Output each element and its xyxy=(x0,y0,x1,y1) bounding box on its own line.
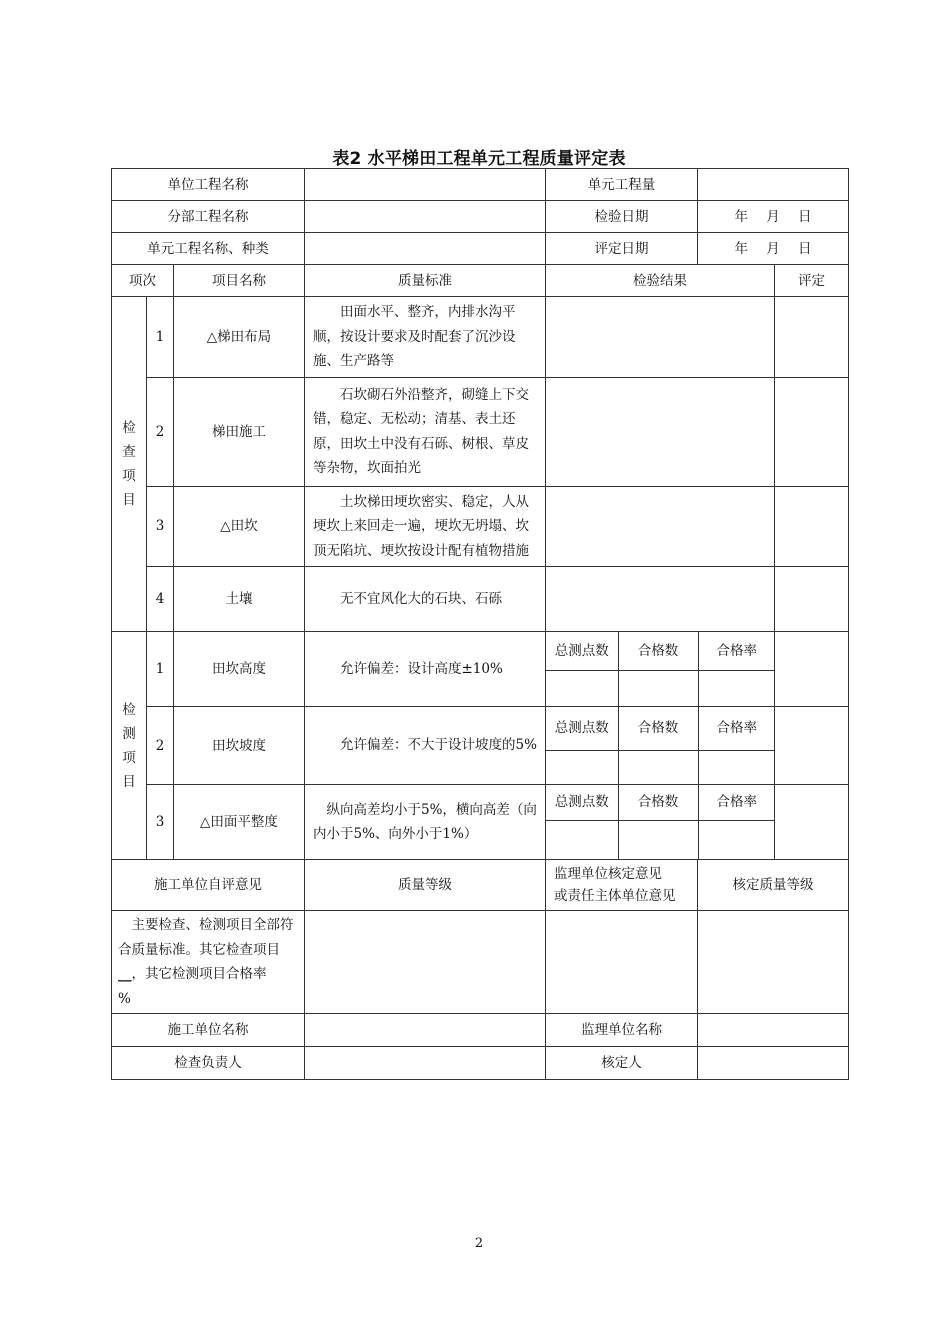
measure-result-grid xyxy=(546,785,775,859)
measure-item-name: 田坎高度 xyxy=(174,632,305,707)
qualified-rate-cell[interactable] xyxy=(698,750,775,784)
check-item-no: 4 xyxy=(147,567,174,632)
measure-label-char: 目 xyxy=(122,773,136,790)
self-eval-percent: % xyxy=(118,990,131,1007)
self-eval-text-part2: ，其它检测项目合格率 xyxy=(131,966,267,982)
verified-grade-label: 核定质量等级 xyxy=(698,860,849,911)
col-item-name: 项目名称 xyxy=(174,265,305,297)
check-group-label xyxy=(112,297,147,632)
verifier-field[interactable] xyxy=(698,1047,849,1080)
check-label-char: 项 xyxy=(122,468,136,484)
qualified-rate-cell[interactable] xyxy=(698,820,775,859)
total-points-cell[interactable] xyxy=(546,750,618,784)
check-item-name: △田坎 xyxy=(174,486,305,567)
quality-evaluation-table xyxy=(111,168,849,1080)
contractor-name-field[interactable] xyxy=(305,1014,546,1047)
verifier-label: 核定人 xyxy=(546,1047,698,1080)
inspector-label: 检查负责人 xyxy=(112,1047,305,1080)
qualified-rate-cell[interactable] xyxy=(698,670,775,706)
page-number: 2 xyxy=(474,1236,484,1251)
self-eval-label: 施工单位自评意见 xyxy=(112,860,305,911)
check-item-no: 3 xyxy=(147,486,174,567)
check-item-result[interactable] xyxy=(546,486,775,567)
check-item-standard: 土坎梯田埂坎密实、稳定，人从埂坎上来回走一遍，埂坎无坍塌、坎顶无陷坑、埂坎按设计配有植物措施 xyxy=(305,486,546,567)
label-evaluation-date: 评定日期 xyxy=(546,233,698,265)
qualified-rate-header: 合格率 xyxy=(698,785,775,820)
total-points-header: 总测点数 xyxy=(546,632,618,670)
check-item-rating[interactable] xyxy=(775,486,849,567)
label-unit-quantity: 单元工程量 xyxy=(546,169,698,201)
measure-result-grid xyxy=(546,632,775,706)
supervisor-opinion-label xyxy=(546,860,698,911)
field-unit-project-name[interactable] xyxy=(305,169,546,201)
label-element-name: 单元工程名称、种类 xyxy=(112,233,305,265)
qualified-count-cell[interactable] xyxy=(618,820,698,859)
check-item-standard: 无不宜风化大的石块、石砾 xyxy=(305,567,546,632)
col-result: 检验结果 xyxy=(546,265,775,297)
supervisor-opinion-line1: 监理单位核定意见 xyxy=(554,866,662,882)
field-element-name[interactable] xyxy=(305,233,546,265)
check-item-no: 2 xyxy=(147,377,174,486)
check-item-rating[interactable] xyxy=(775,377,849,486)
measure-item-rating[interactable] xyxy=(775,632,849,707)
measure-item-no: 3 xyxy=(147,785,174,860)
label-unit-project-name: 单位工程名称 xyxy=(112,169,305,201)
field-inspection-date[interactable]: 年 月 日 xyxy=(698,201,849,233)
check-item-standard: 石坎砌石外沿整齐，砌缝上下交错，稳定、无松动；清基、表土还原，田坎土中没有石砾、树根、草皮等杂物，坎面拍光 xyxy=(305,377,546,486)
measure-item-standard: 允许偏差：不大于设计坡度的5% xyxy=(305,707,546,785)
supervisor-name-field[interactable] xyxy=(698,1014,849,1047)
qualified-count-header: 合格数 xyxy=(618,785,698,820)
field-sub-project-name[interactable] xyxy=(305,201,546,233)
check-item-result[interactable] xyxy=(546,297,775,378)
check-item-name: 土壤 xyxy=(174,567,305,632)
check-label-char: 查 xyxy=(122,444,136,460)
check-item-standard: 田面水平、整齐，内排水沟平顺，按设计要求及时配套了沉沙设施、生产路等 xyxy=(305,297,546,378)
self-eval-blank[interactable]: __ xyxy=(118,966,132,982)
self-eval-text xyxy=(112,911,305,1014)
measure-item-result xyxy=(546,632,775,707)
supervisor-opinion-line2: 或责任主体单位意见 xyxy=(554,888,676,904)
supervisor-name-label: 监理单位名称 xyxy=(546,1014,698,1047)
qualified-count-cell[interactable] xyxy=(618,750,698,784)
qualified-rate-header: 合格率 xyxy=(698,632,775,670)
col-standard: 质量标准 xyxy=(305,265,546,297)
total-points-header: 总测点数 xyxy=(546,785,618,820)
measure-label-char: 检 xyxy=(122,701,136,718)
measure-item-result xyxy=(546,785,775,860)
col-item-no: 项次 xyxy=(112,265,174,297)
measure-item-name: △田面平整度 xyxy=(174,785,305,860)
field-evaluation-date[interactable]: 年 月 日 xyxy=(698,233,849,265)
measure-item-standard: 允许偏差：设计高度±10% xyxy=(305,632,546,707)
col-rating: 评定 xyxy=(775,265,849,297)
total-points-cell[interactable] xyxy=(546,820,618,859)
quality-grade-field[interactable] xyxy=(305,911,546,1014)
supervisor-opinion-field[interactable] xyxy=(546,911,698,1014)
field-unit-quantity[interactable] xyxy=(698,169,849,201)
measure-item-standard: 纵向高差均小于5%，横向高差（向内小于5%、向外小于1%） xyxy=(305,785,546,860)
label-sub-project-name: 分部工程名称 xyxy=(112,201,305,233)
label-inspection-date: 检验日期 xyxy=(546,201,698,233)
check-item-name: 梯田施工 xyxy=(174,377,305,486)
measure-item-rating[interactable] xyxy=(775,785,849,860)
verified-grade-field[interactable] xyxy=(698,911,849,1014)
check-label-char: 目 xyxy=(122,492,136,508)
page-title: 表2 水平梯田工程单元工程质量评定表 xyxy=(332,149,626,169)
measure-label-char: 测 xyxy=(122,725,136,742)
measure-group-label xyxy=(112,632,147,860)
qualified-count-header: 合格数 xyxy=(618,632,698,670)
check-item-result[interactable] xyxy=(546,377,775,486)
measure-item-result xyxy=(546,707,775,785)
check-item-name: △梯田布局 xyxy=(174,297,305,378)
check-item-result[interactable] xyxy=(546,567,775,632)
check-label-char: 检 xyxy=(122,420,136,436)
check-item-no: 1 xyxy=(147,297,174,378)
self-eval-text-part1: 主要检查、检测项目全部符合质量标准。其它检查项目 xyxy=(118,917,294,958)
measure-label-char: 项 xyxy=(122,749,136,766)
measure-item-rating[interactable] xyxy=(775,707,849,785)
check-item-rating[interactable] xyxy=(775,567,849,632)
quality-grade-label: 质量等级 xyxy=(305,860,546,911)
measure-item-no: 2 xyxy=(147,707,174,785)
measure-item-name: 田坎坡度 xyxy=(174,707,305,785)
qualified-count-cell[interactable] xyxy=(618,670,698,706)
qualified-count-header: 合格数 xyxy=(618,707,698,750)
total-points-header: 总测点数 xyxy=(546,707,618,750)
measure-item-no: 1 xyxy=(147,632,174,707)
inspector-field[interactable] xyxy=(305,1047,546,1080)
total-points-cell[interactable] xyxy=(546,670,618,706)
measure-result-grid xyxy=(546,707,775,784)
contractor-name-label: 施工单位名称 xyxy=(112,1014,305,1047)
check-item-rating[interactable] xyxy=(775,297,849,378)
qualified-rate-header: 合格率 xyxy=(698,707,775,750)
